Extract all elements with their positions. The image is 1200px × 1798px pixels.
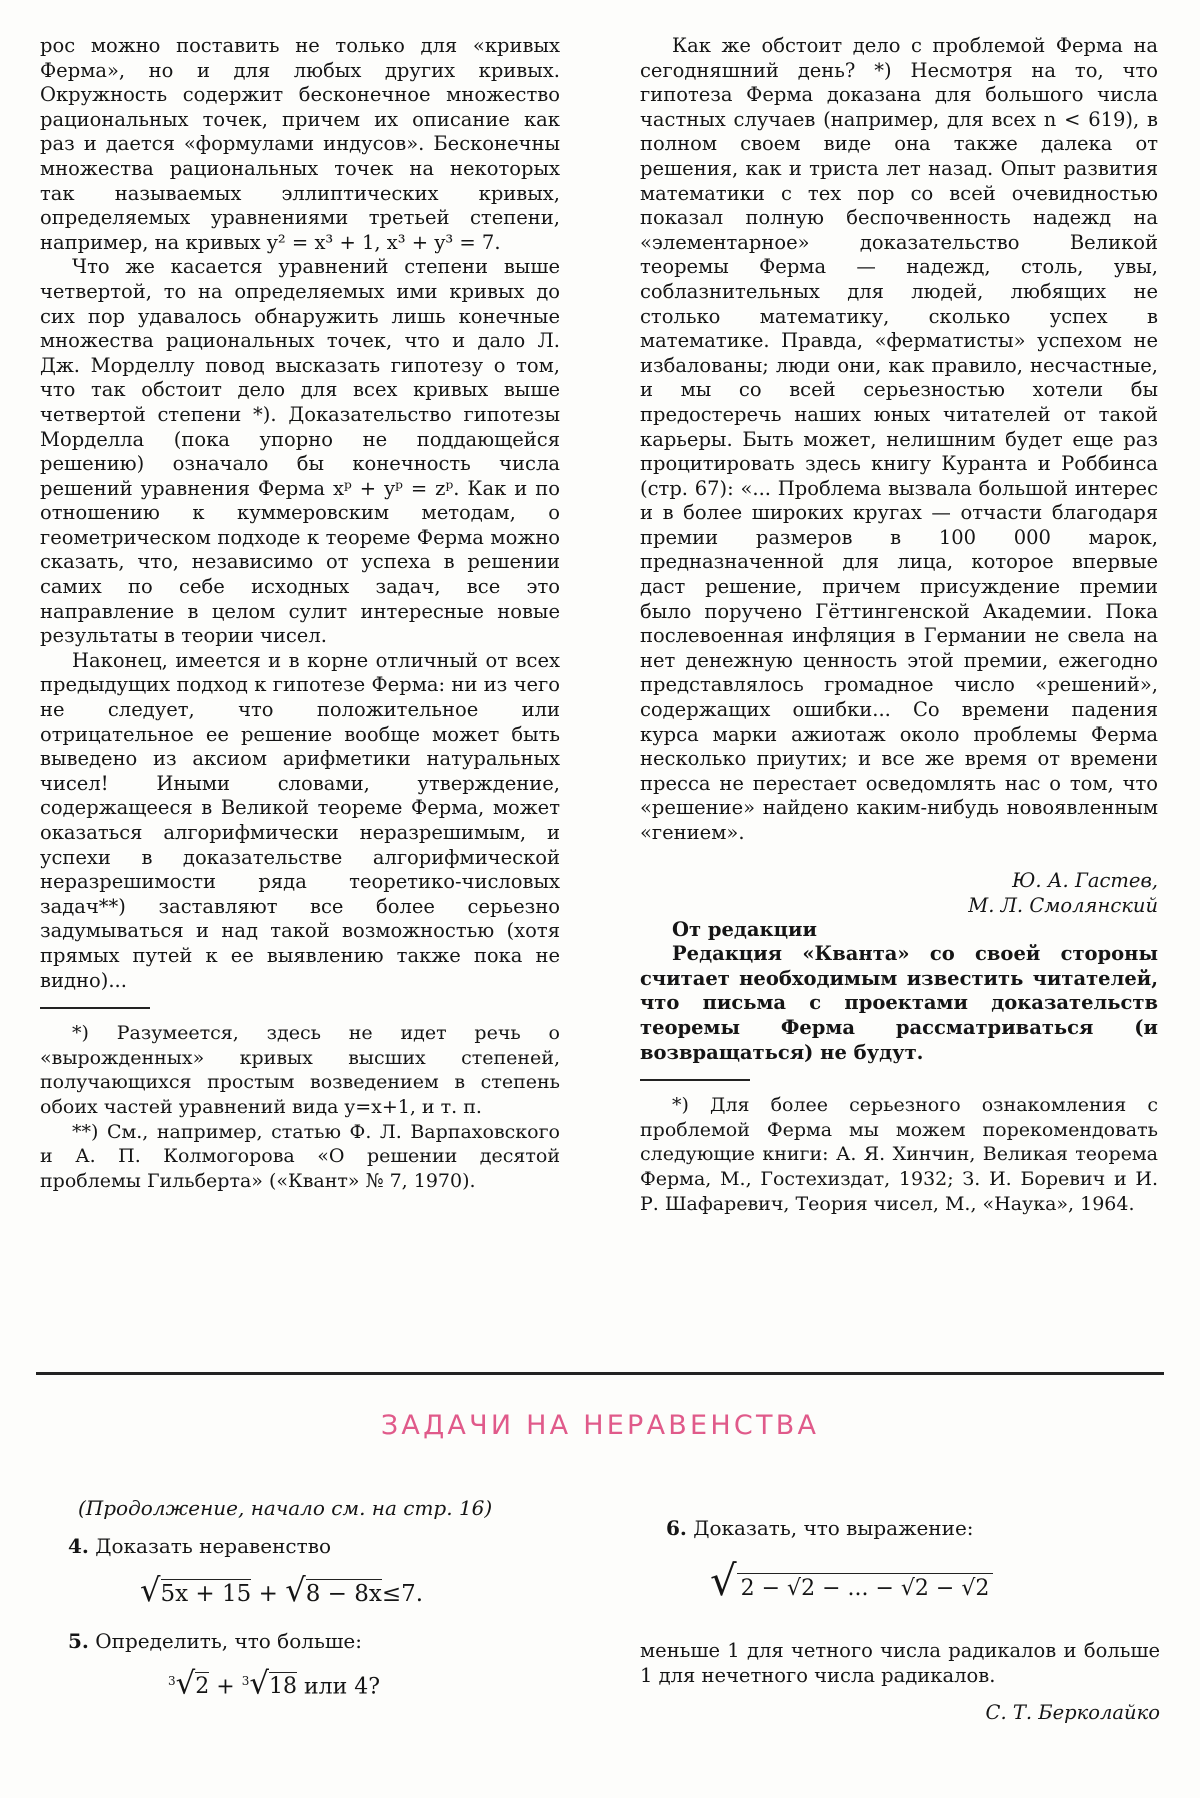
task-6-text: Доказать, что выражение: xyxy=(693,1516,974,1540)
task-4-radicand-a: 5x + 15 xyxy=(160,1581,252,1607)
task-4-formula: √5x + 15 + √8 − 8x≤7. xyxy=(140,1571,424,1609)
task-5 xyxy=(68,1628,362,1654)
task-5-text: Определить, что больше: xyxy=(95,1629,362,1653)
author-smolyansky: М. Л. Смолянский xyxy=(968,893,1158,917)
left-paragraph-3: Наконец, имеется и в корне отличный от всех предыдущих подход к гипотезе Ферма: ни из чего не следует, что положительное или отрицательное ее решение вообще может быть выведено из аксиом арифметики натуральных чисел! Иными словами, утверждение, содержащееся в Великой теореме Ферма, может оказаться алгорифмически неразрешимым, и успехи в доказательстве алгорифмической неразрешимости ряда теоретико-числовых задач**) заставляют все более серьезно задумываться и над такой возможностью (хотя прямых путей к ее выявлению также пока не видно)... xyxy=(40,648,560,992)
task-4 xyxy=(68,1533,331,1559)
task-5-radicand-a: 2 xyxy=(195,1674,210,1700)
sqrt-sign: √ xyxy=(140,1571,161,1609)
right-column xyxy=(640,34,1158,1216)
section-title: ЗАДАЧИ НА НЕРАВЕНСТВА xyxy=(380,1410,820,1441)
task-6-formula xyxy=(710,1556,993,1605)
task-6-conclusion: меньше 1 для четного числа радикалов и больше 1 для нечетного числа радикалов. xyxy=(640,1639,1160,1687)
task-5-radicand-b: 18 xyxy=(268,1674,297,1700)
article-signature xyxy=(640,868,1158,918)
task-4-text: Доказать неравенство xyxy=(95,1534,332,1558)
left-column xyxy=(40,34,560,1193)
task-6 xyxy=(666,1515,974,1541)
footnote-rule-right xyxy=(640,1079,750,1081)
right-footnote-1: *) Для более серьезного ознакомления с проблемой Ферма мы можем порекомендовать следующие книги: А. Я. Хинчин, Великая теорема Ферма, М., Гостехиздат, 1932; З. И. Боревич и И. Р. Шафаревич, Теория чисел, М., «Наука», 1964. xyxy=(640,1094,1158,1215)
task-5-formula: $^3$√2 + $^3$√18 или 4? xyxy=(168,1665,381,1702)
section-divider xyxy=(36,1372,1164,1375)
author-gastev: Ю. А. Гастев, xyxy=(1012,868,1158,892)
task-4-formula-tail: ≤7. xyxy=(381,1581,424,1607)
left-footnote-2: **) См., например, статью Ф. Л. Варпаховского и А. П. Колмогорова «О решении десятой проблемы Гильберта» («Квант» № 7, 1970). xyxy=(40,1120,560,1192)
left-paragraph-2: Что же касается уравнений степени выше четвертой, то на определяемых ими кривых до сих пор удавалось обнаружить лишь конечные множества рациональных точек, что и дало Л. Дж. Морделлу повод высказать гипотезу о том, что так обстоит дело для всех кривых выше четвертой степени *). Доказательство гипотезы Морделла (пока упорно не поддающейся решению) означало бы конечность числа решений уравнения Ферма xᵖ + yᵖ = zᵖ. Как и по отношению к куммеровским методам, о геометрическом подходе к теореме Ферма можно сказать, что, независимо от успеха в решении самих по себе исходных задач, все это направление в целом сулит интересные новые результаты в теории чисел. xyxy=(40,255,560,648)
task-6-radicand: 2 − √2 − ... − √2 − √2 xyxy=(737,1573,994,1601)
continuation-note: (Продолжение, начало см. на стр. 16) xyxy=(78,1496,493,1520)
left-paragraph-1: рос можно поставить не только для «кривых Ферма», но и для любых других кривых. Окружность содержит бесконечное множество рациональных точек, причем их описание как раз и дается «формулами индусов». Бесконечны множества рациональных точек на некоторых так называемых эллиптических кривых, определяемых уравнениями третьей степени, например, на кривых y² = x³ + 1, x³ + y³ = 7. xyxy=(40,34,560,254)
cube-root-sign: √ xyxy=(249,1665,269,1702)
editorial-text: Редакция «Кванта» со своей стороны считает необходимым известить читателей, что письма с проектами доказательств теоремы Ферма рассматриваться (и возвращаться) не будут. xyxy=(640,942,1158,1064)
editorial-heading: От редакции xyxy=(672,917,817,941)
task-5-tail: или 4? xyxy=(303,1674,381,1700)
cube-root-sign: √ xyxy=(175,1665,196,1702)
right-paragraph-1: Как же обстоит дело с проблемой Ферма на сегодняшний день? *) Несмотря на то, что гипотеза Ферма доказана для большого числа частных случаев (например, для всех n < 619), в полном своем виде она также далека от решения, как и триста лет назад. Опыт развития математики с тех пор со всей очевидностью показал полную беспочвенность надежд на «элементарное» доказательство Великой теоремы Ферма — надежд, столь, увы, соблазнительных для людей, любящих не столько математику, сколько успех в математике. Правда, «ферматисты» успехом не избалованы; люди они, как правило, несчастные, и мы со всей серьезностью хотели бы предостеречь наших юных читателей от такой карьеры. Быть может, нелишним будет еще раз процитировать здесь книгу Куранта и Роббинса (стр. 67): «... Проблема вызвала большой интерес и в более широких кругах — отчасти благодаря премии размеров в 100 000 марок, предназначенной для лица, которое впервые даст решение, причем присуждение премии было поручено Гёттингенской Академии. Пока послевоенная инфляция в Германии не свела на нет денежную ценность этой премии, ежегодно представлялось громадное число «решений», содержащих ошибки... Со времени падения курса марки ажиотаж около проблемы Ферма несколько приутих; и все же время от времени пресса не перестает осведомлять нас о том, что «решение» найдено каким-нибудь новоявленным «гением». xyxy=(640,34,1158,844)
task-4-radicand-b: 8 − 8x xyxy=(305,1581,382,1607)
task-6-number: 6. xyxy=(666,1516,687,1540)
sqrt-sign: √ xyxy=(285,1571,306,1609)
task-4-number: 4. xyxy=(68,1534,89,1558)
footnote-rule xyxy=(40,1007,150,1009)
task-5-number: 5. xyxy=(68,1629,89,1653)
task-6-author: С. Т. Берколайко xyxy=(985,1701,1160,1724)
left-footnote-1: *) Разумеется, здесь не идет речь о «вырожденных» кривых высших степеней, получающихся простым возведением в степень обоих частей уравнений вида y=x+1, и т. п. xyxy=(40,1022,560,1118)
sqrt-sign: √ xyxy=(710,1556,737,1605)
